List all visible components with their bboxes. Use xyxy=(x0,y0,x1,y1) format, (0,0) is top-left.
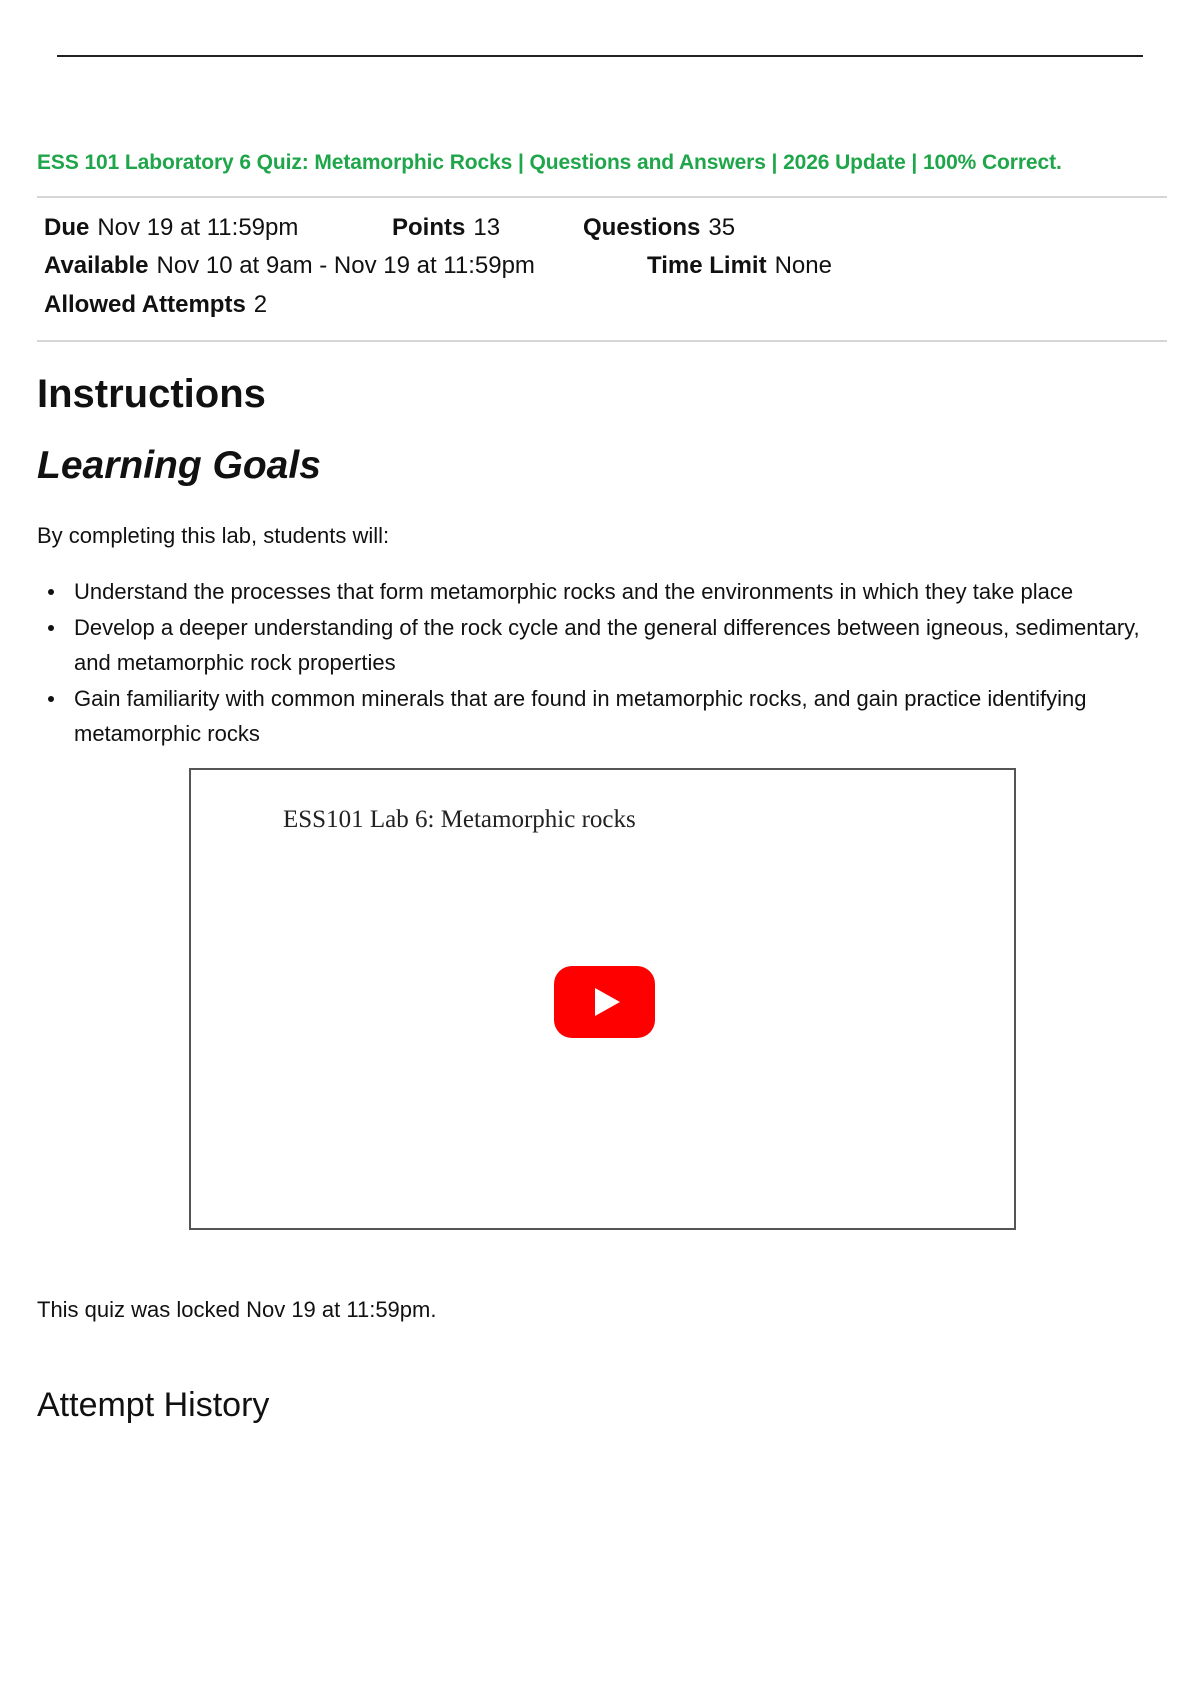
meta-due-label: Due xyxy=(44,214,90,241)
list-item xyxy=(48,574,1168,609)
attempt-history-heading: Attempt History xyxy=(37,1386,270,1424)
meta-points-label: Points xyxy=(392,214,466,241)
meta-allowed-attempts-value: 2 xyxy=(253,291,268,318)
youtube-play-icon[interactable] xyxy=(554,966,655,1038)
list-item-text: Develop a deeper understanding of the rock cycle and the general differences between igneous, sedimentary, and metamorphic rock properties xyxy=(74,615,1140,675)
quiz-locked-message: This quiz was locked Nov 19 at 11:59pm. xyxy=(37,1297,437,1322)
list-item-text: Gain familiarity with common minerals that are found in metamorphic rocks, and gain practice identifying metamorphic rocks xyxy=(74,686,1087,746)
meta-points-value: 13 xyxy=(473,214,501,241)
learning-goals-list xyxy=(48,574,1168,752)
video-title: ESS101 Lab 6: Metamorphic rocks xyxy=(283,806,636,833)
top-divider xyxy=(57,55,1143,57)
list-item-text: Understand the processes that form metamorphic rocks and the environments in which they take place xyxy=(74,579,1074,604)
list-item xyxy=(48,610,1168,680)
play-triangle-icon xyxy=(595,988,620,1016)
instructions-heading: Instructions xyxy=(37,372,266,416)
meta-available-value: Nov 10 at 9am - Nov 19 at 11:59pm xyxy=(156,252,535,279)
meta-time-limit-label: Time Limit xyxy=(647,252,767,279)
meta-allowed-attempts-label: Allowed Attempts xyxy=(44,291,246,318)
bullet-icon xyxy=(48,696,54,702)
bullet-icon xyxy=(48,589,54,595)
meta-questions-value: 35 xyxy=(708,214,736,241)
meta-divider-bottom xyxy=(37,340,1167,342)
meta-questions xyxy=(583,214,735,242)
meta-time-limit-value: None xyxy=(774,252,832,279)
meta-available-label: Available xyxy=(44,252,149,279)
meta-points xyxy=(392,214,500,242)
video-embed[interactable] xyxy=(189,768,1016,1230)
meta-questions-label: Questions xyxy=(583,214,701,241)
meta-due-value: Nov 19 at 11:59pm xyxy=(97,214,299,241)
meta-allowed-attempts xyxy=(44,291,267,319)
meta-due xyxy=(44,214,298,242)
list-item xyxy=(48,681,1168,751)
learning-goals-heading: Learning Goals xyxy=(37,444,321,487)
goals-intro: By completing this lab, students will: xyxy=(37,523,390,548)
meta-divider-top xyxy=(37,196,1167,198)
document-title: ESS 101 Laboratory 6 Quiz: Metamorphic Rocks | Questions and Answers | 2026 Update | 100% Correct. xyxy=(37,151,1062,174)
bullet-icon xyxy=(48,625,54,631)
meta-available xyxy=(44,252,535,280)
meta-time-limit xyxy=(647,252,832,280)
